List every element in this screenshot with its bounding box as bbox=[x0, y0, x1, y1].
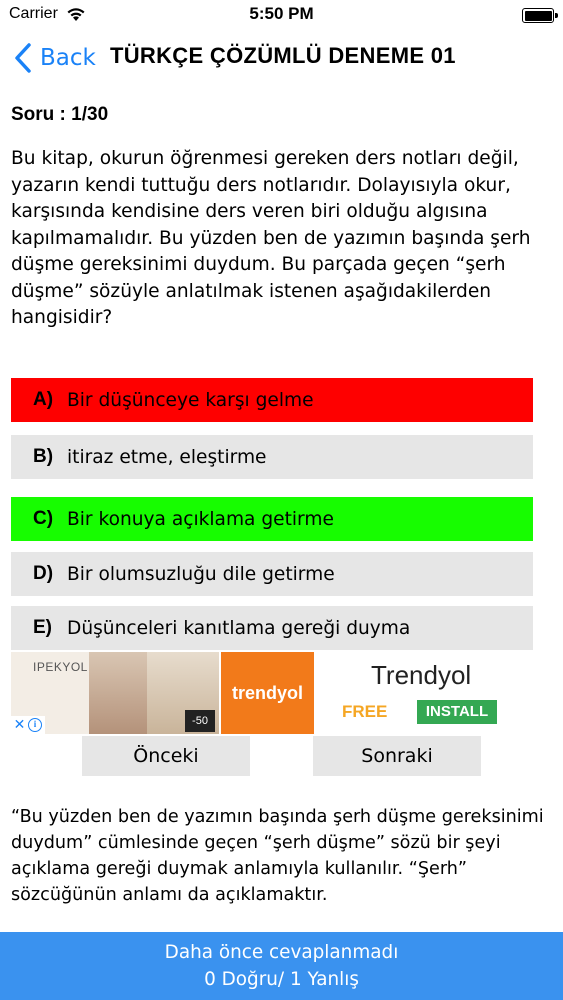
info-icon[interactable]: i bbox=[28, 718, 42, 732]
option-d[interactable] bbox=[11, 552, 533, 596]
battery-icon bbox=[522, 8, 554, 23]
navigation-bar bbox=[0, 30, 563, 86]
battery-fill bbox=[525, 11, 552, 21]
option-text: Bir konuya açıklama getirme bbox=[67, 508, 334, 530]
ad-controls bbox=[11, 716, 45, 734]
carrier-label: Carrier bbox=[9, 5, 58, 22]
option-letter: E) bbox=[33, 617, 52, 638]
page-title: TÜRKÇE ÇÖZÜMLÜ DENEME 01 bbox=[110, 43, 456, 68]
answer-explanation: “Bu yüzden ben de yazımın başında şerh düşme gereksinimi duydum” cümlesinde geçen “şerh düşme” sözü bir şeyi açıklama gereği duymak anlamıyla kullanılır. “Şerh” sözcüğünün anlamı da açıklamaktır. bbox=[11, 807, 544, 905]
option-text: Bir düşünceye karşı gelme bbox=[67, 389, 314, 411]
option-letter: D) bbox=[33, 563, 54, 584]
status-bar bbox=[0, 0, 563, 30]
option-text: Düşünceleri kanıtlama gereği duyma bbox=[67, 617, 411, 639]
ad-logo-text: trendyol bbox=[231, 682, 303, 703]
score-summary: 0 Doğru/ 1 Yanlış bbox=[204, 969, 359, 990]
chevron-left-icon bbox=[14, 43, 32, 73]
ad-image-label: IPEKYOL bbox=[33, 660, 88, 674]
option-letter: C) bbox=[33, 508, 54, 529]
ad-banner[interactable] bbox=[11, 652, 533, 734]
option-text: itiraz etme, eleştirme bbox=[67, 446, 267, 468]
question-navigation bbox=[0, 736, 563, 776]
previous-button[interactable]: Önceki bbox=[82, 736, 250, 776]
question-text: Bu kitap, okurun öğrenmesi gereken ders notları değil, yazarın kendi tuttuğu ders notlarıdır. Dolayısıyla okur, karşısında kendisine ders veren biri olduğu algısına kapılmamalıdır. Bu yüzden ben de yazımın başında şerh düşme gereksinimi duydum. Bu parçada geçen “şerh düşme” sözüyle anlatılmak istenen aşağıdakilerden hangisidir? bbox=[11, 148, 531, 328]
ad-model-photo bbox=[89, 652, 147, 734]
back-label: Back bbox=[40, 45, 96, 71]
ad-discount-tag: -50 bbox=[185, 710, 215, 732]
ad-price-label: FREE bbox=[342, 702, 388, 721]
option-b[interactable] bbox=[11, 435, 533, 479]
option-text: Bir olumsuzluğu dile getirme bbox=[67, 563, 335, 585]
option-letter: B) bbox=[33, 446, 54, 467]
ad-brand-name: Trendyol bbox=[371, 660, 472, 690]
clock: 5:50 PM bbox=[249, 4, 314, 23]
ad-install-button[interactable]: INSTALL bbox=[417, 700, 497, 724]
question-number: Soru : 1/30 bbox=[11, 104, 109, 125]
option-c[interactable] bbox=[11, 497, 533, 541]
ad-logo bbox=[221, 652, 314, 734]
close-icon[interactable]: ✕ bbox=[13, 717, 26, 733]
next-button[interactable]: Sonraki bbox=[313, 736, 481, 776]
option-letter: A) bbox=[33, 389, 54, 410]
back-button[interactable] bbox=[14, 40, 96, 76]
option-a[interactable] bbox=[11, 378, 533, 422]
option-e[interactable] bbox=[11, 606, 533, 650]
result-footer bbox=[0, 932, 563, 1000]
answer-status: Daha önce cevaplanmadı bbox=[164, 942, 399, 963]
